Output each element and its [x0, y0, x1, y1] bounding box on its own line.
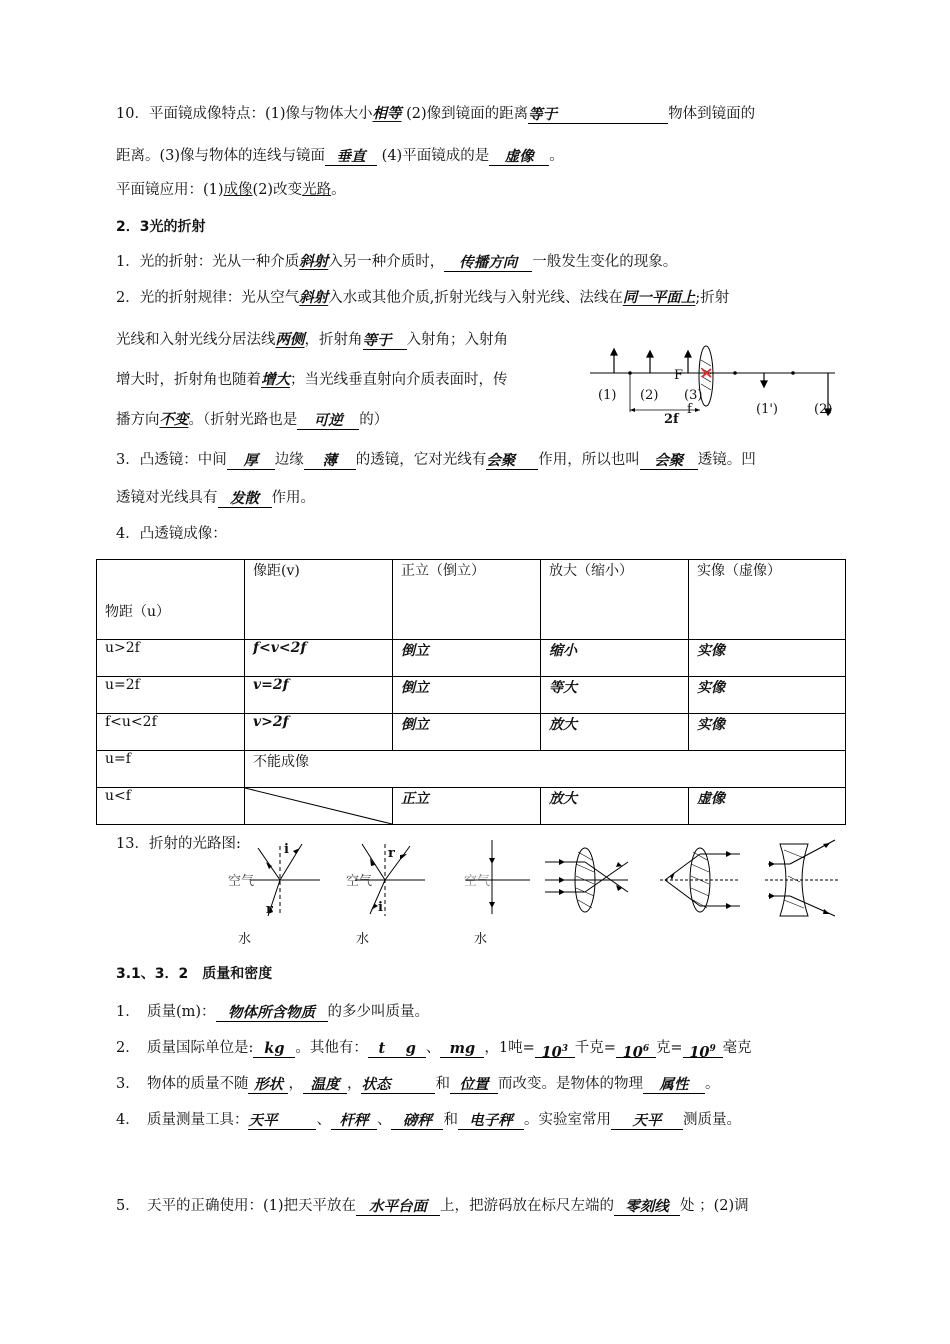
imaging-heading: 4．凸透镜成像： — [116, 526, 227, 542]
mirror-application: 平面镜应用：(1)成像(2)改变光路。 — [116, 182, 346, 198]
convex-lens-diagram: (1) (2) (3) F f 2f (1') (2) — [590, 340, 840, 430]
mass-line-1: 1． 质量(m)： 物体所含物质 的多少叫质量。 — [116, 1004, 430, 1021]
refraction-heading: 2．3光的折射 — [116, 219, 206, 235]
answer-distance-blank: 等于 — [528, 105, 668, 124]
answer-virtual: 虚像 — [489, 147, 549, 166]
mirror-line-1: 10．平面镜成像特点：(1)像与物体大小相等 (2)像到镜面的距离等于 物体到镜面的 — [116, 105, 756, 123]
refraction-line-4: 增大时，折射角也随着增大；当光线垂直射向介质表面时，传 — [116, 371, 508, 388]
mass-heading: 3.1、3．2 质量和密度 — [116, 966, 273, 982]
mass-line-3: 3． 物体的质量不随 形状 ， 温度 ，状态 和 位置 而改变。是物体的物理 属性 。 — [116, 1076, 720, 1093]
table-row: u=2f v=2f 倒立 等大 实像 — [97, 677, 846, 714]
mass-line-2: 2． 质量国际单位是: kg 。其他有： t g 、 mg ，1吨= $10^3$ 千克= $10^6$ 克= $10^9$ 毫克 — [116, 1040, 752, 1061]
answer-perpendicular: 垂直 — [325, 147, 377, 166]
diagonal-cell — [245, 788, 393, 825]
table-row: f<u<2f v>2f 倒立 放大 实像 — [97, 714, 846, 751]
refraction-line-5: 播方向不变。（折射光路也是 可逆 的） — [116, 411, 389, 429]
mass-line-5: 5． 天平的正确使用：(1)把天平放在 水平台面 上，把游码放在标尺左端的 零刻线 处 ；(2)调 — [116, 1198, 749, 1215]
table-header-row: 物距（u） 像距(v) 正立（倒立） 放大（缩小） 实像（虚像） — [97, 560, 846, 640]
answer-equal: 相等 — [372, 105, 402, 122]
refraction-line-2: 2．光的折射规律：光从空气斜射入水或其他介质,折射光线与入射光线、法线在同一平面上;折射 — [116, 289, 730, 306]
refraction-paths-figure: 空气 i r 水 空气 r i 水 空气 水 — [220, 836, 860, 946]
refraction-line-1: 1．光的折射：光从一种介质斜射入另一种介质时， 传播方向 一般发生变化的现象。 — [116, 253, 678, 271]
convex-line-2: 透镜对光线具有 发散 作用。 — [116, 490, 315, 507]
refraction-line-3: 光线和入射光线分居法线两侧，折射角等于 入射角；入射角 — [116, 331, 508, 349]
convex-line-1: 3．凸透镜：中间 厚 边缘 薄 的透镜，它对光线有会聚 作用，所以也叫 会聚 透镜。凹 — [116, 452, 756, 469]
imaging-table — [96, 559, 846, 825]
paths-title: 13．折射的光路图: — [116, 836, 241, 852]
table-row: u<f 正立 放大 虚像 — [97, 788, 846, 825]
mirror-line-2: 距离。(3)像与物体的连线与镜面 垂直 (4)平面镜成的是 虚像 。 — [116, 148, 564, 165]
mass-line-4: 4． 质量测量工具：天平 、 杆秤 、 磅秤 和 电子秤 。实验室常用 天平 测质量。 — [116, 1112, 741, 1129]
table-row: u>2f f<v<2f 倒立 缩小 实像 — [97, 640, 846, 677]
table-row: u=f 不能成像 — [97, 751, 846, 788]
